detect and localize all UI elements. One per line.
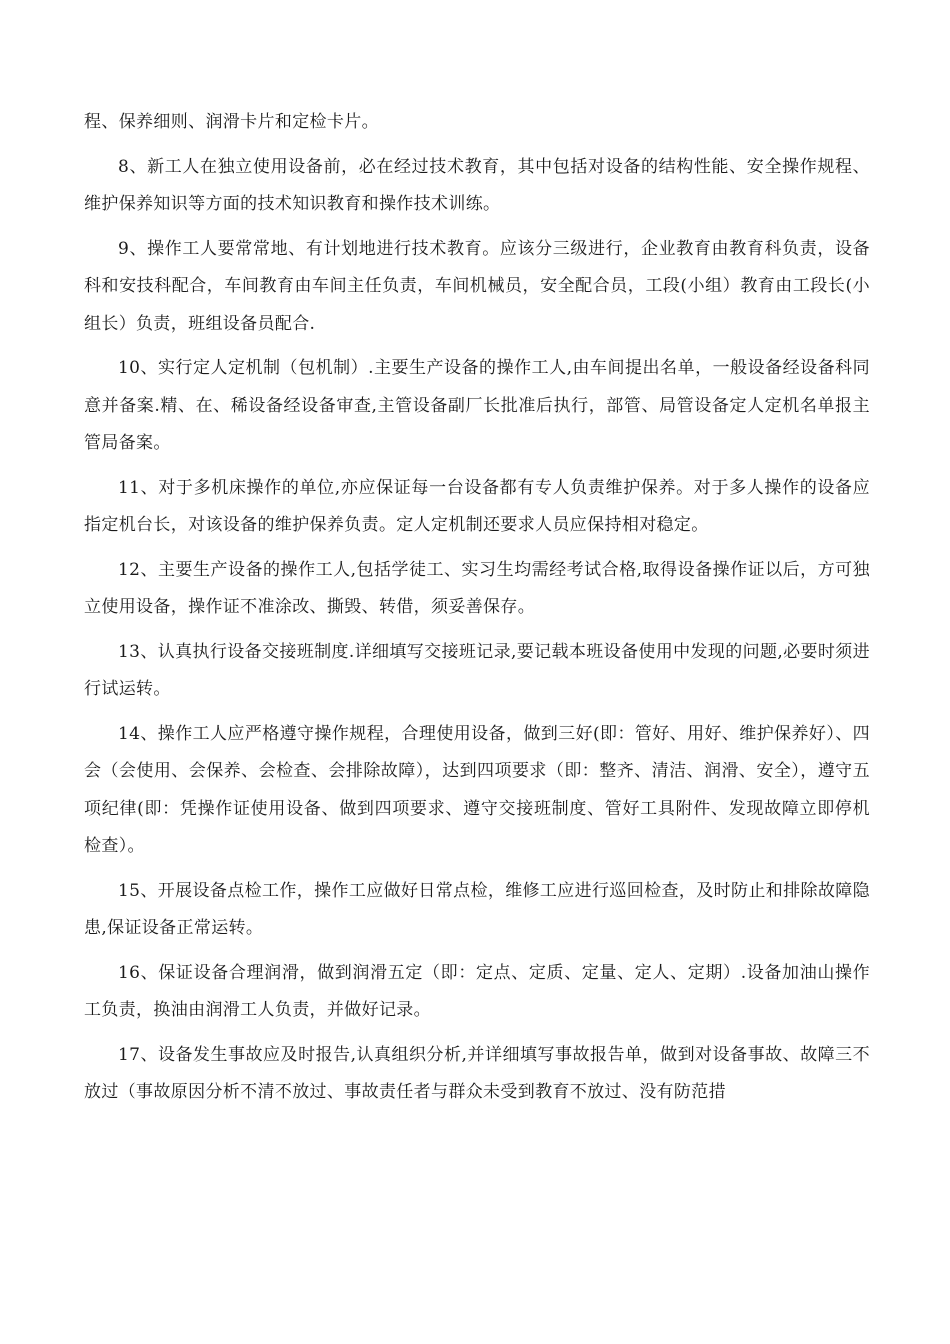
paragraph-item-17: 17、设备发生事故应及时报告,认真组织分析,并详细填写事故报告单，做到对设备事故、故障三不放过（事故原因分析不清不放过、事故责任者与群众未受到教育不放过、没有防范措 <box>84 1044 870 1102</box>
paragraph-item-9: 9、操作工人要常常地、有计划地进行技术教育。应该分三级进行，企业教育由教育科负责，设备科和安技科配合，车间教育由车间主任负责，车间机械员，安全配合员，工段(小组）教育由工段长(小组长）负责，班组设备员配合. <box>84 238 870 334</box>
paragraph-item-13: 13、认真执行设备交接班制度.详细填写交接班记录,要记载本班设备使用中发现的问题,必要时须进行试运转。 <box>84 641 870 699</box>
paragraph-item-14: 14、操作工人应严格遵守操作规程，合理使用设备，做到三好(即：管好、用好、维护保养好）、四会（会使用、会保养、会检查、会排除故障），达到四项要求（即：整齐、清洁、润滑、安全），遵守五项纪律(即：凭操作证使用设备、做到四项要求、遵守交接班制度、管好工具附件、发现故障立即停机检查）。 <box>84 723 870 856</box>
paragraph-item-16: 16、保证设备合理润滑，做到润滑五定（即：定点、定质、定量、定人、定期）.设备加油山操作工负责，换油由润滑工人负责，并做好记录。 <box>84 962 870 1020</box>
paragraph-item-11: 11、对于多机床操作的单位,亦应保证每一台设备都有专人负责维护保养。对于多人操作的设备应指定机台长，对该设备的维护保养负责。定人定机制还要求人员应保持相对稳定。 <box>84 477 870 535</box>
paragraph-item-10: 10、实行定人定机制（包机制）.主要生产设备的操作工人,由车间提出名单，一般设备经设备科同意并备案.精、在、稀设备经设备审查,主管设备副厂长批准后执行，部管、局管设备定人定机名单报主管局备案。 <box>84 358 870 453</box>
paragraph-item-12: 12、主要生产设备的操作工人,包括学徒工、实习生均需经考试合格,取得设备操作证以后，方可独立使用设备，操作证不准涂改、撕毁、转借，须妥善保存。 <box>84 559 870 617</box>
paragraph-item-15: 15、开展设备点检工作，操作工应做好日常点检，维修工应进行巡回检查，及时防止和排除故障隐患,保证设备正常运转。 <box>84 880 870 938</box>
document-body <box>84 104 870 1119</box>
paragraph-item-8: 8、新工人在独立使用设备前，必在经过技术教育，其中包括对设备的结构性能、安全操作规程、维护保养知识等方面的技术知识教育和操作技术训练。 <box>84 156 870 214</box>
paragraph-continuation: 程、保养细则、润滑卡片和定检卡片。 <box>84 112 379 132</box>
